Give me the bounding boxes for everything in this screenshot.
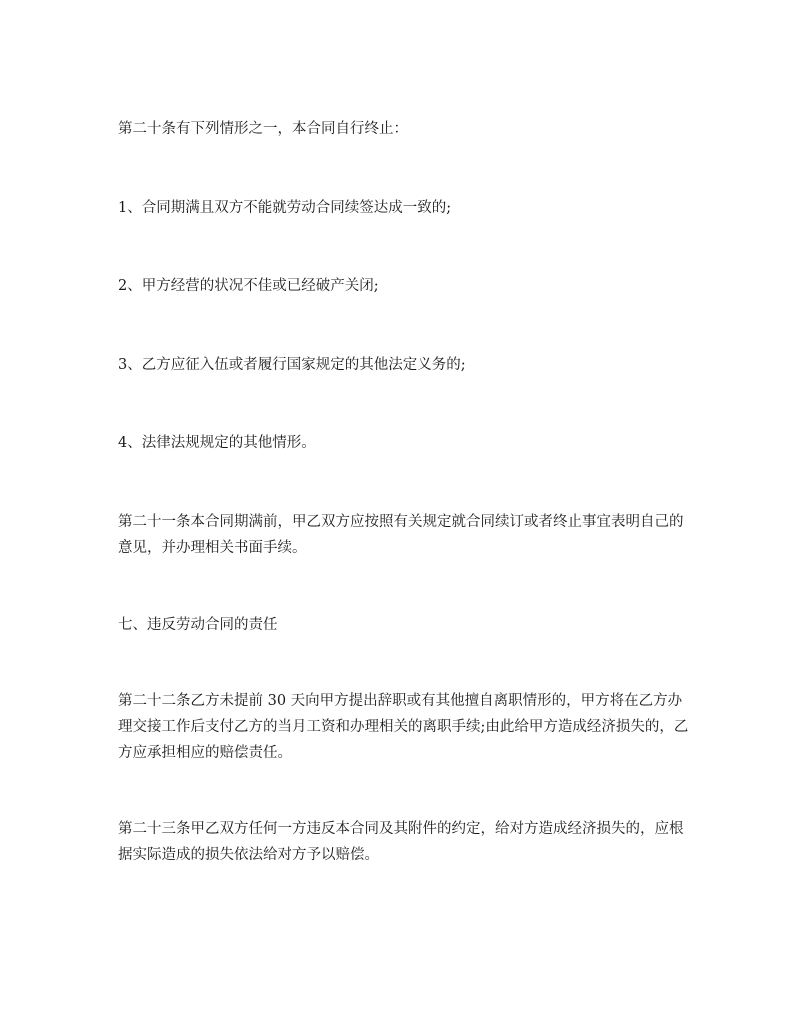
clause-item-4: 4、法律法规规定的其他情形。: [118, 435, 316, 451]
clause-item-3: 3、乙方应征入伍或者履行国家规定的其他法定义务的;: [118, 357, 466, 373]
article-20-heading: 第二十条有下列情形之一，本合同自行终止：: [118, 121, 408, 137]
article-22-paragraph: 第二十二条乙方未提前 30 天向甲方提出辞职或有其他擅自离职情形的，甲方将在乙方办理交接工作后支付乙方的当月工资和办理相关的离职手续;由此给甲方造成经济损失的，乙方应承担相应的赔偿责任。: [118, 693, 689, 761]
article-23-paragraph: 第二十三条甲乙双方任何一方违反本合同及其附件的约定，给对方造成经济损失的，应根据实际造成的损失依法给对方予以赔偿。: [118, 821, 684, 863]
section-7-heading: 七、违反劳动合同的责任: [118, 617, 278, 633]
clause-item-2: 2、甲方经营的状况不佳或已经破产关闭;: [118, 278, 379, 294]
clause-item-1: 1、合同期满且双方不能就劳动合同续签达成一致的;: [118, 200, 452, 216]
article-21-paragraph: 第二十一条本合同期满前，甲乙双方应按照有关规定就合同续订或者终止事宜表明自己的意见，并办理相关书面手续。: [118, 514, 684, 556]
